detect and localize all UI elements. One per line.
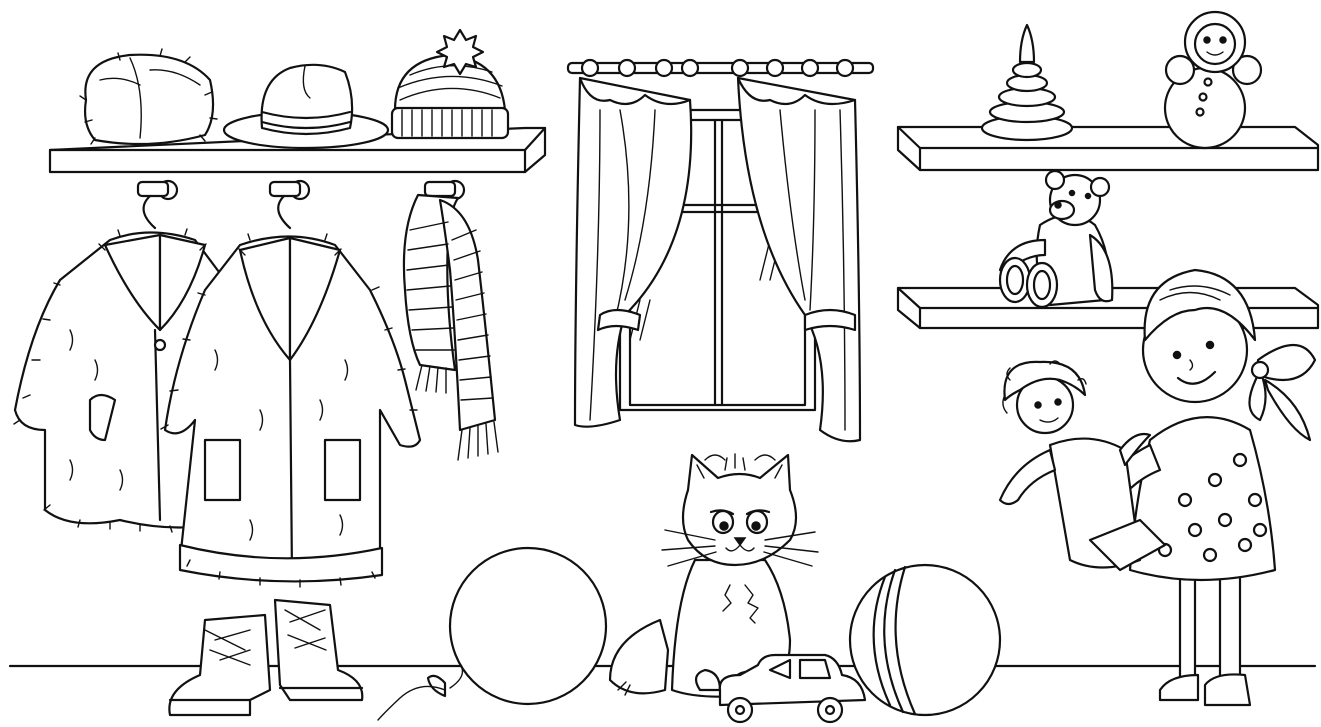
curtain-rod [568,60,873,76]
stacking-pyramid-toy [982,25,1072,140]
fur-hat [80,49,217,144]
right-shelf-top [898,127,1318,170]
striped-ball [850,565,1000,715]
teddy-bear [1000,171,1112,307]
knit-beanie [392,30,508,138]
boots [169,600,362,715]
striped-scarf [404,195,498,460]
coat-hooks [138,181,464,199]
felt-hat [224,65,388,148]
balloon [378,548,606,720]
